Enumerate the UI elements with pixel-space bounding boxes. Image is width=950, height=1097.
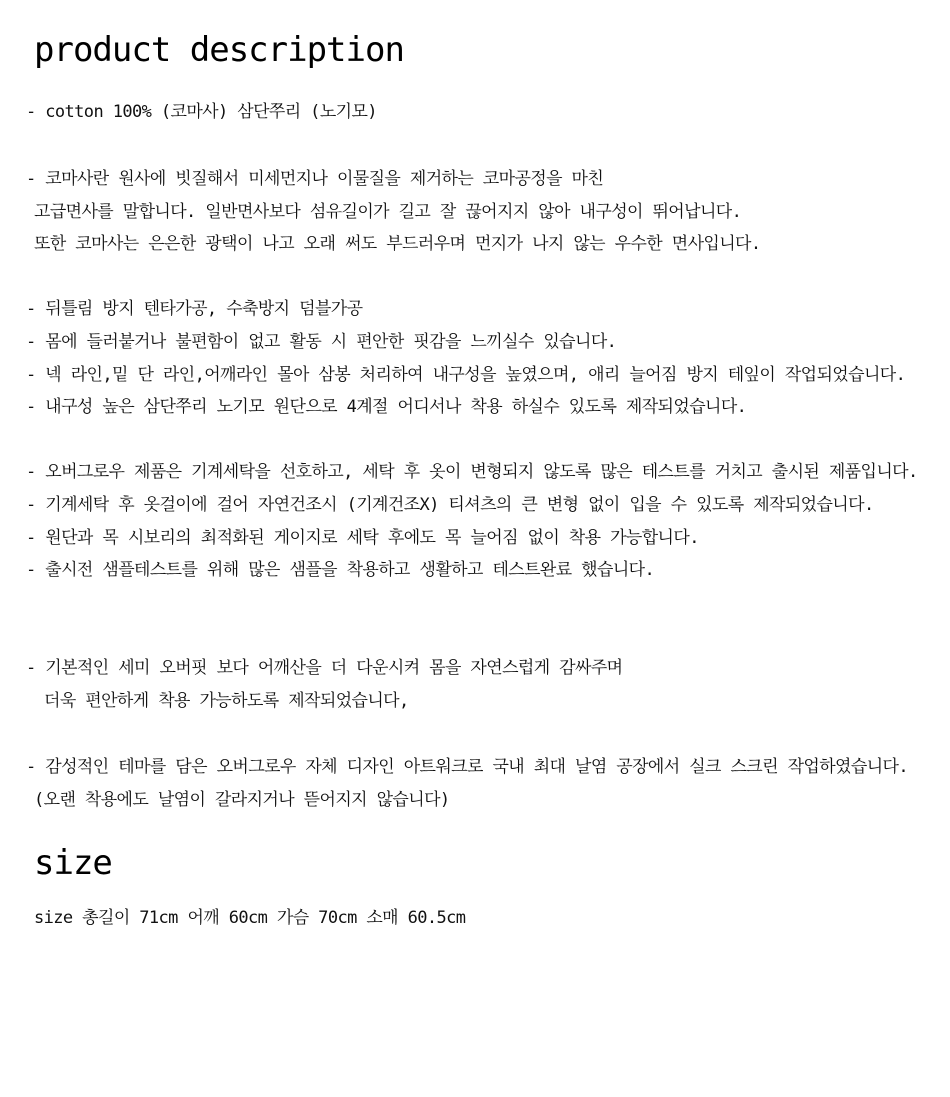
description-line-seasons: - 내구성 높은 삼단쭈리 노기모 원단으로 4계절 어디서나 착용 하실수 있도록 제작되었습니다.: [26, 397, 747, 417]
description-line-fit: - 기본적인 세미 오버핏 보다 어깨산을 더 다운시켜 몸을 자연스럽게 감싸주며: [26, 658, 623, 678]
description-line-comber-intro: - 코마사란 원사에 빗질해서 미세먼지나 이물질을 제거하는 코마공정을 마친: [26, 169, 604, 189]
description-line-comber-detail: 고급면사를 말합니다. 일반면사보다 섬유길이가 길고 잘 끊어지지 않아 내구성이 뛰어납니다.: [34, 202, 742, 222]
description-line-fit-detail: 더욱 편안하게 착용 가능하도록 제작되었습니다,: [44, 691, 409, 711]
description-line-print-durability: (오랜 착용에도 날염이 갈라지거나 뜯어지지 않습니다): [34, 790, 450, 810]
description-line-processing: - 뒤틀림 방지 텐타가공, 수축방지 덤블가공: [26, 299, 363, 319]
description-line-comfort: - 몸에 들러붙거나 불편함이 없고 활동 시 편안한 핏감을 느끼실수 있습니다.: [26, 332, 617, 352]
description-line-washing: - 오버그로우 제품은 기계세탁을 선호하고, 세탁 후 옷이 변형되지 않도록 많은 테스트를 거치고 출시된 제품입니다.: [26, 462, 918, 482]
description-line-comber-quality: 또한 코마사는 은은한 광택이 나고 오래 써도 부드러우며 먼지가 나지 않는 우수한 면사입니다.: [34, 234, 761, 254]
description-line-sample-test: - 출시전 샘플테스트를 위해 많은 샘플을 착용하고 생활하고 테스트완료 했습니다.: [26, 560, 655, 580]
description-line-artwork: - 감성적인 테마를 담은 오버그로우 자체 디자인 아트워크로 국내 최대 날염 공장에서 실크 스크린 작업하였습니다.: [26, 757, 908, 777]
product-description-heading: product description: [34, 30, 404, 70]
description-line-drying: - 기계세탁 후 옷걸이에 걸어 자연건조시 (기계건조X) 티셔츠의 큰 변형 없이 입을 수 있도록 제작되었습니다.: [26, 495, 874, 515]
size-measurements: size 총길이 71cm 어깨 60cm 가슴 70cm 소매 60.5cm: [34, 908, 466, 928]
description-line-rib: - 원단과 목 시보리의 최적화된 게이지로 세탁 후에도 목 늘어짐 없이 착용 가능합니다.: [26, 528, 699, 548]
size-heading: size: [34, 843, 112, 883]
description-line-stitching: - 넥 라인,밑 단 라인,어깨라인 몰아 삼봉 처리하여 내구성을 높였으며, 애리 늘어짐 방지 테잎이 작업되었습니다.: [26, 365, 906, 385]
description-line-material: - cotton 100% (코마사) 삼단쭈리 (노기모): [26, 102, 377, 122]
